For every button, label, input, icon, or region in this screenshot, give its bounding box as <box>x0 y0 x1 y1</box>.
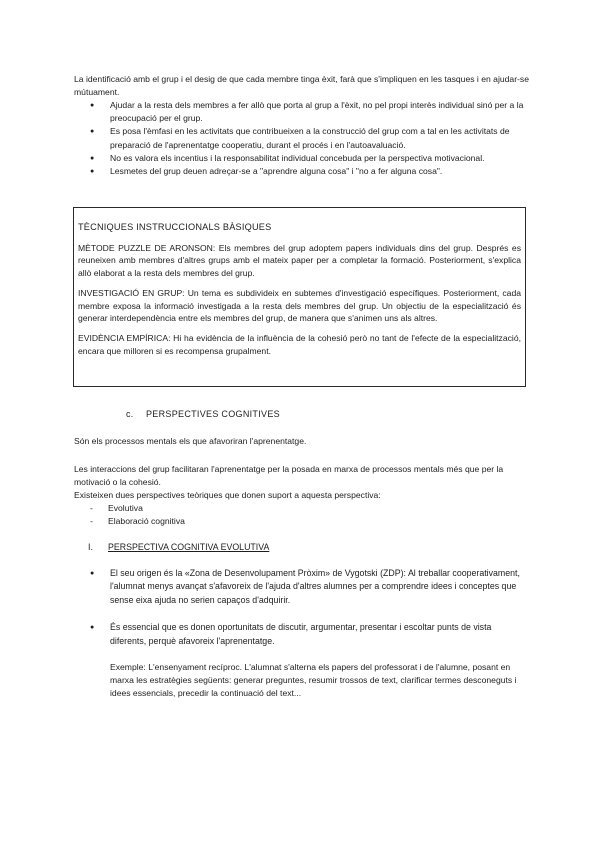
section-c-heading <box>126 409 280 419</box>
interactions-block <box>74 463 534 503</box>
list-item: ● No es valora els incentius i la responsabilitat individual concebuda per la perspectiva motivacional. <box>90 152 535 165</box>
box-paragraph-puzzle: MÈTODE PUZZLE DE ARONSON: Els membres del grup adoptem papers individuals dins del grup. Després es reuneixen amb membres d'altres grups amb el mateix paper per a completar la formació. Posteriorment, s'explica allò elaborat a la resta dels membres del grup. <box>78 243 521 278</box>
list-item: ● Es posa l'èmfasi en les activitats que contribueixen a la construcció del grup com a tal en les activitats de preparació de l'aprenentatge cooperatiu, durant el procés i en l'autoavaluació. <box>90 125 535 151</box>
interactions-paragraph: Les interaccions del grup facilitaran l'aprenentatge per la posada en marxa de processos mentals més que per la motivació o la cohesió. <box>74 464 504 488</box>
box-title: TÈCNIQUES INSTRUCCIONALS BÀSIQUES <box>78 222 272 232</box>
list-item: - Elaboració cognitiva <box>90 515 185 528</box>
section-i-title: PERSPECTIVA COGNITIVA EVOLUTIVA <box>108 542 270 552</box>
list-item: ● Lesmetes del grup deuen adreçar-se a "aprendre alguna cosa" i "no a fer alguna cosa". <box>90 165 535 178</box>
section-c-title: PERSPECTIVES COGNITIVES <box>146 409 280 419</box>
section-c-number: c. <box>126 409 134 419</box>
techniques-box <box>73 207 526 387</box>
mental-processes-paragraph: Són els processos mentals els que afavoriran l'aprenentatge. <box>74 436 307 446</box>
intro-paragraph: La identificació amb el grup i el desig de que cada membre tinga èxit, farà que s'impliquen en les tasques i en ajudar-se mútuament. <box>74 74 529 98</box>
section-i-heading <box>88 542 269 552</box>
list-item: ● El seu origen és la «Zona de Desenvolupament Pròxim» de Vygotski (ZDP): Al treballar cooperativament, l'alumnat menys avançat s'afavoreix de l'ajuda d'altres alumnes per a comprendre idees i conceptes que sense eixa ajuda no serien capaços d'adquirir. <box>90 567 530 607</box>
section-i-number: I. <box>88 542 93 552</box>
two-perspectives-paragraph: Existeixen dues perspectives teòriques que donen suport a aquesta perspectiva: <box>74 490 381 501</box>
evolutive-bullet-list <box>90 567 530 648</box>
list-item: ● Ajudar a la resta dels membres a fer allò que porta al grup a l'èxit, no pel propi interès individual sinó per a la preocupació per el grup. <box>90 99 535 125</box>
list-item: ● És essencial que es donen oportunitats de discutir, argumentar, presentar i escoltar punts de vista diferents, perquè afavoreix l'aprenentatge. <box>90 621 530 648</box>
group-bullet-list <box>90 99 535 178</box>
box-paragraph-investigation: INVESTIGACIÓ EN GRUP: Un tema es subdivideix en subtemes d'investigació específiques. Posteriorment, cada membre exposa la informació investigada a la resta dels membres del grup. Un objectiu de la especialització és generar interdependència entre els membres del grup, de manera que s'animen uns als altres. <box>78 288 521 324</box>
example-paragraph: Exemple: L'ensenyament recíproc. L'alumnat s'alterna els papers del professorat i de l'alumne, posant en marxa les estratègies següents: generar preguntes, resumir trossos de text, clarificar termes desconeguts i idees essencials, precedir la continuació del text... <box>110 662 517 699</box>
perspectives-dash-list <box>90 502 185 528</box>
box-paragraph-evidence: EVIDÈNCIA EMPÍRICA: Hi ha evidència de la influència de la cohesió però no tant de l'efecte de la especialització, encara que milloren si es recompensa grupalment. <box>78 333 521 356</box>
list-item: - Evolutiva <box>90 502 185 515</box>
